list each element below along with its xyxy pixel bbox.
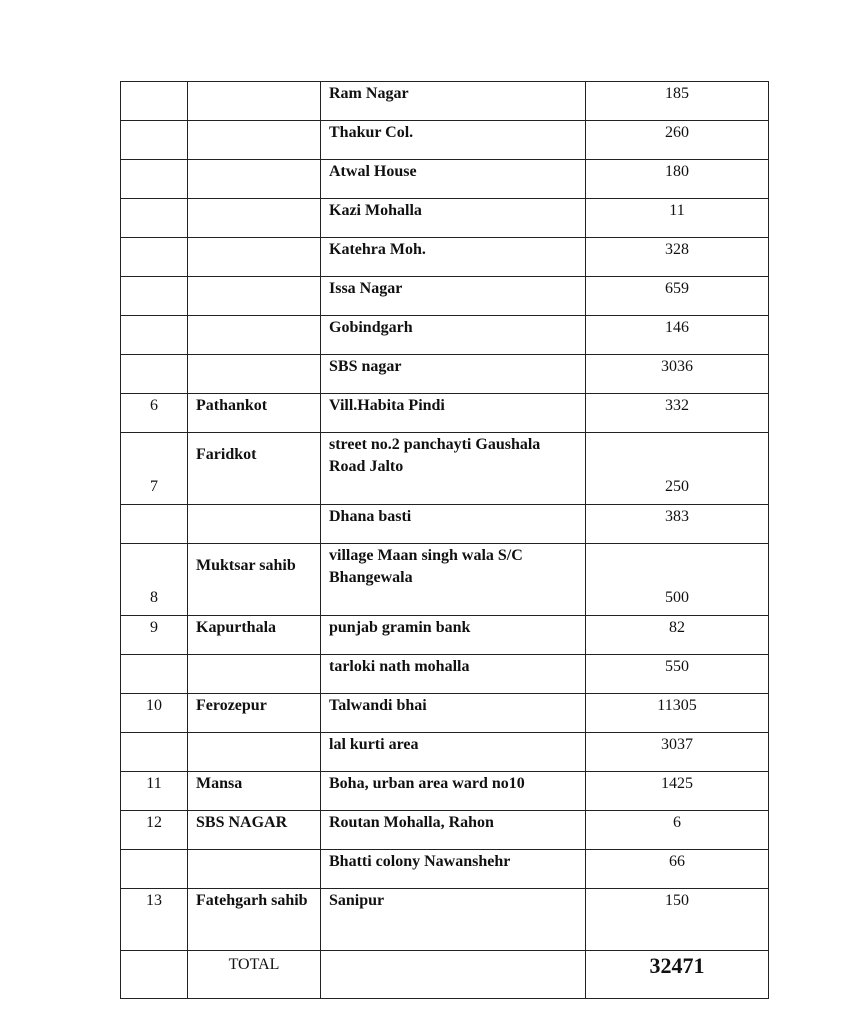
serial-cell: [121, 199, 188, 238]
district-cell: [188, 355, 321, 394]
serial-cell: [121, 316, 188, 355]
area-cell: Thakur Col.: [321, 121, 586, 160]
serial-cell: [121, 238, 188, 277]
district-cell: Mansa: [188, 772, 321, 811]
table-row: [121, 160, 769, 199]
serial-cell: [121, 82, 188, 121]
area-cell: Vill.Habita Pindi: [321, 394, 586, 433]
district-cell: [188, 160, 321, 199]
count-cell: 185: [586, 82, 769, 121]
serial-cell: [121, 505, 188, 544]
serial-cell: 6: [121, 394, 188, 433]
table-row: [121, 316, 769, 355]
table-body: [121, 82, 769, 999]
table-row: [121, 199, 769, 238]
table-row: [121, 772, 769, 811]
serial-cell: [121, 850, 188, 889]
serial-cell: [121, 733, 188, 772]
table-row: [121, 733, 769, 772]
serial-cell: 8: [121, 544, 188, 616]
area-cell: Issa Nagar: [321, 277, 586, 316]
total-row: [121, 951, 769, 999]
serial-cell: [121, 355, 188, 394]
table-row: [121, 82, 769, 121]
serial-cell: 7: [121, 433, 188, 505]
count-cell: 146: [586, 316, 769, 355]
count-cell: 250: [586, 433, 769, 505]
table-row: [121, 850, 769, 889]
area-cell: Gobindgarh: [321, 316, 586, 355]
district-cell: [188, 505, 321, 544]
count-cell: 180: [586, 160, 769, 199]
district-cell: [188, 733, 321, 772]
district-cell: [188, 82, 321, 121]
district-cell: [188, 277, 321, 316]
count-cell: 82: [586, 616, 769, 655]
district-cell: Fatehgarh sahib: [188, 889, 321, 951]
district-cell: Muktsar sahib: [188, 544, 321, 616]
area-cell: Ram Nagar: [321, 82, 586, 121]
area-cell: tarloki nath mohalla: [321, 655, 586, 694]
count-cell: 328: [586, 238, 769, 277]
serial-cell: [121, 655, 188, 694]
area-cell: Bhatti colony Nawanshehr: [321, 850, 586, 889]
table-row: [121, 889, 769, 951]
serial-cell: [121, 160, 188, 199]
district-cell: Ferozepur: [188, 694, 321, 733]
area-cell: Routan Mohalla, Rahon: [321, 811, 586, 850]
table-row: [121, 277, 769, 316]
count-cell: 260: [586, 121, 769, 160]
table-row: [121, 694, 769, 733]
area-cell: street no.2 panchayti Gaushala Road Jalto: [321, 433, 586, 505]
table-row: [121, 394, 769, 433]
count-cell: 550: [586, 655, 769, 694]
table-row: [121, 355, 769, 394]
area-cell: village Maan singh wala S/C Bhangewala: [321, 544, 586, 616]
serial-cell: 9: [121, 616, 188, 655]
count-cell: 332: [586, 394, 769, 433]
district-cell: [188, 238, 321, 277]
area-cell: punjab gramin bank: [321, 616, 586, 655]
table-row: [121, 544, 769, 616]
table-row: [121, 433, 769, 505]
count-cell: 3036: [586, 355, 769, 394]
total-empty-cell: [121, 951, 188, 999]
area-cell: Dhana basti: [321, 505, 586, 544]
count-cell: 1425: [586, 772, 769, 811]
area-cell: Atwal House: [321, 160, 586, 199]
table-row: [121, 238, 769, 277]
total-label: TOTAL: [188, 951, 321, 999]
district-cell: Kapurthala: [188, 616, 321, 655]
district-cell: [188, 850, 321, 889]
total-empty-cell: [321, 951, 586, 999]
area-cell: Talwandi bhai: [321, 694, 586, 733]
count-cell: 66: [586, 850, 769, 889]
count-cell: 3037: [586, 733, 769, 772]
area-cell: Katehra Moh.: [321, 238, 586, 277]
area-cell: Boha, urban area ward no10: [321, 772, 586, 811]
total-value: 32471: [586, 951, 769, 999]
serial-cell: 10: [121, 694, 188, 733]
area-cell: lal kurti area: [321, 733, 586, 772]
serial-cell: [121, 277, 188, 316]
district-cell: SBS NAGAR: [188, 811, 321, 850]
district-cell: [188, 655, 321, 694]
count-cell: 6: [586, 811, 769, 850]
district-cell: Pathankot: [188, 394, 321, 433]
district-cell: Faridkot: [188, 433, 321, 505]
table-row: [121, 121, 769, 160]
count-cell: 11: [586, 199, 769, 238]
serial-cell: 11: [121, 772, 188, 811]
table-row: [121, 616, 769, 655]
serial-cell: 13: [121, 889, 188, 951]
count-cell: 500: [586, 544, 769, 616]
data-table: [120, 81, 769, 999]
area-cell: Sanipur: [321, 889, 586, 951]
district-cell: [188, 199, 321, 238]
count-cell: 150: [586, 889, 769, 951]
table-row: [121, 811, 769, 850]
serial-cell: 12: [121, 811, 188, 850]
serial-cell: [121, 121, 188, 160]
count-cell: 11305: [586, 694, 769, 733]
area-cell: Kazi Mohalla: [321, 199, 586, 238]
district-cell: [188, 316, 321, 355]
table-row: [121, 655, 769, 694]
table-row: [121, 505, 769, 544]
area-cell: SBS nagar: [321, 355, 586, 394]
district-cell: [188, 121, 321, 160]
count-cell: 659: [586, 277, 769, 316]
count-cell: 383: [586, 505, 769, 544]
